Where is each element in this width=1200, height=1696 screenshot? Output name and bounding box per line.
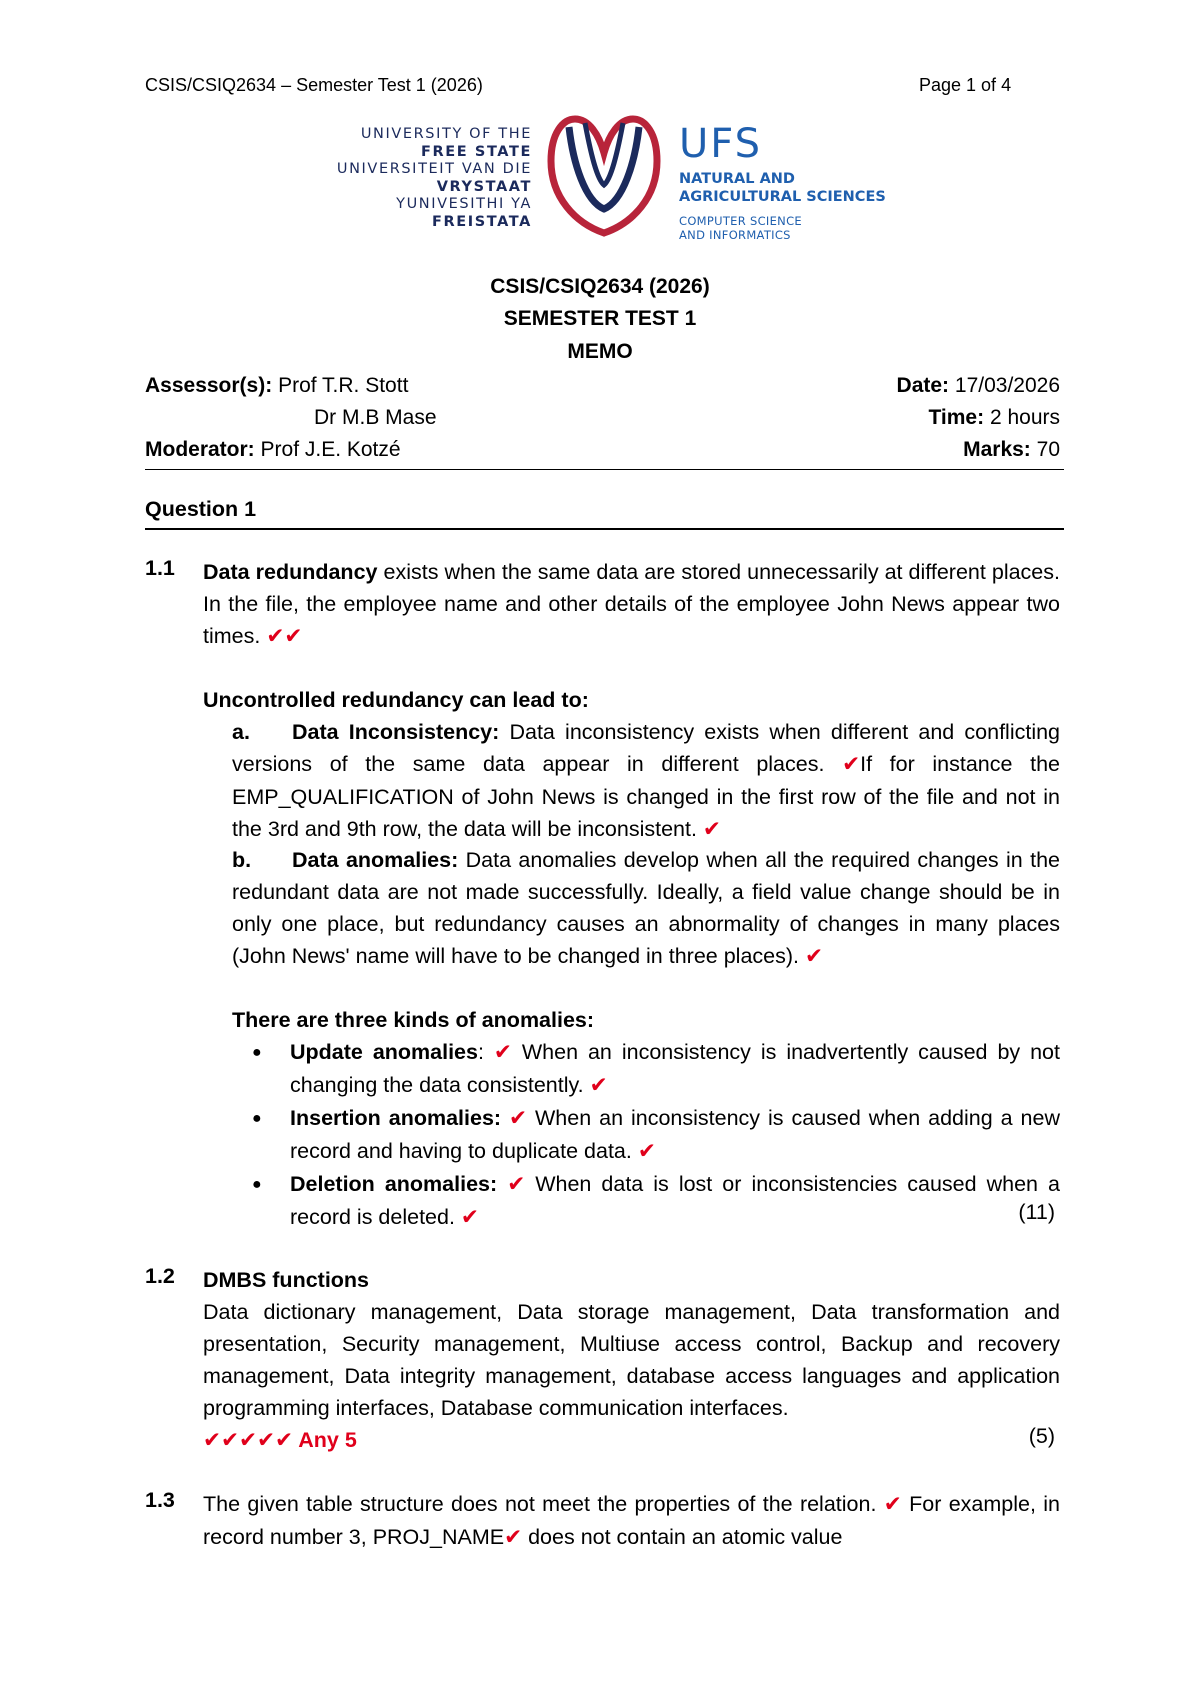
check-mark: ✔ bbox=[507, 1172, 526, 1197]
faculty-line: AGRICULTURAL SCIENCES bbox=[679, 189, 886, 205]
any-five-note: Any 5 bbox=[293, 1428, 357, 1452]
answer-text: For example, in record number 3, PROJ_NAME bbox=[203, 1492, 1060, 1549]
term: Data anomalies: bbox=[292, 848, 459, 872]
university-name-block bbox=[316, 126, 532, 231]
date-label: Date: bbox=[896, 374, 950, 397]
marks-allocation: (5) bbox=[1028, 1424, 1055, 1448]
answer-text: does not contain an atomic value bbox=[522, 1525, 843, 1549]
check-mark: ✔ bbox=[493, 1040, 512, 1065]
assessors-label: Assessor(s): bbox=[145, 374, 273, 397]
bullet-icon: ● bbox=[252, 1044, 262, 1061]
ufs-abbreviation: UFS bbox=[679, 121, 762, 167]
item-a bbox=[232, 716, 1060, 846]
logo-line: UNIVERSITY OF THE bbox=[360, 126, 532, 142]
logo-line: FREISTATA bbox=[431, 213, 532, 230]
answer-text: exists when the same data are stored unnecessarily at different places. In the file, the employee name and other details of the employee John News appear two times. bbox=[203, 560, 1060, 648]
item-text: If for instance the EMP_QUALIFICATION of John News is changed in the first row of the file and not in the 3rd and 9th row, the data will be inconsistent. bbox=[232, 752, 1060, 841]
term: Insertion anomalies: bbox=[290, 1106, 502, 1130]
check-mark: ✔ bbox=[589, 1073, 608, 1098]
check-mark: ✔ bbox=[504, 1525, 523, 1550]
department-line: COMPUTER SCIENCE bbox=[679, 214, 802, 228]
date-value: 17/03/2026 bbox=[954, 374, 1060, 397]
separator: : bbox=[477, 1040, 494, 1064]
memo-title: MEMO bbox=[567, 340, 633, 363]
any-five-line bbox=[203, 1424, 357, 1457]
term: Data Inconsistency: bbox=[292, 720, 500, 744]
check-mark: ✔ bbox=[702, 817, 721, 842]
check-marks: ✔✔✔✔✔ bbox=[203, 1428, 294, 1453]
question-number: 1.3 bbox=[145, 1488, 175, 1512]
logo-line: YUNIVESITHI YA bbox=[396, 196, 532, 212]
marks-label: Marks: bbox=[963, 438, 1031, 461]
uncontrolled-heading: Uncontrolled redundancy can lead to: bbox=[203, 688, 589, 712]
item-text: When data is lost or inconsistencies caused when a record is deleted. bbox=[290, 1172, 1060, 1229]
ufs-heart-logo-icon bbox=[545, 113, 663, 241]
course-code-title: CSIS/CSIQ2634 (2026) bbox=[490, 275, 710, 298]
logo-line: UNIVERSITEIT VAN DIE bbox=[336, 161, 532, 177]
moderator-name: Prof J.E. Kotzé bbox=[260, 438, 401, 461]
item-text: When an inconsistency is caused when adding a new record and having to duplicate data. bbox=[290, 1106, 1060, 1163]
logo-line: FREE STATE bbox=[420, 143, 532, 160]
check-mark: ✔ bbox=[804, 944, 823, 969]
logo-line: VRYSTAAT bbox=[436, 178, 532, 195]
check-mark: ✔ bbox=[637, 1139, 656, 1164]
assessor-2: Dr M.B Mase bbox=[314, 406, 437, 429]
date-line bbox=[897, 370, 1060, 402]
bullet-icon: ● bbox=[252, 1176, 262, 1193]
check-mark: ✔ bbox=[460, 1205, 479, 1230]
answer-1-3 bbox=[203, 1488, 1060, 1554]
anomalies-heading: There are three kinds of anomalies: bbox=[232, 1008, 595, 1032]
time-label: Time: bbox=[928, 406, 985, 429]
department-name bbox=[679, 214, 802, 242]
question-number: 1.2 bbox=[145, 1264, 175, 1288]
check-mark: ✔ bbox=[842, 752, 861, 777]
check-marks: ✔✔ bbox=[266, 624, 303, 649]
answer-text: The given table structure does not meet the properties of the relation. bbox=[203, 1492, 884, 1516]
item-label: a. bbox=[232, 720, 250, 744]
separator bbox=[497, 1172, 507, 1196]
test-title: SEMESTER TEST 1 bbox=[503, 307, 697, 330]
list-item bbox=[290, 1168, 1060, 1234]
time-line bbox=[928, 402, 1060, 434]
list-item bbox=[290, 1036, 1060, 1102]
item-label: b. bbox=[232, 848, 252, 872]
time-value: 2 hours bbox=[989, 406, 1060, 429]
marks-allocation: (11) bbox=[1018, 1200, 1055, 1224]
separator bbox=[501, 1106, 509, 1130]
moderator-line bbox=[145, 434, 401, 466]
item-text: Data anomalies develop when all the required changes in the redundant data are not made successfully. Ideally, a field value change should be in only one place, but redundancy causes an abnormality of changes in many places (John News' name will have to be changed in three places). bbox=[232, 848, 1060, 968]
question-divider bbox=[145, 528, 1064, 530]
section-heading: DMBS functions bbox=[203, 1268, 370, 1292]
term: Update anomalies bbox=[290, 1040, 478, 1064]
term: Deletion anomalies: bbox=[290, 1172, 498, 1196]
page-number: Page 1 of 4 bbox=[919, 75, 1012, 95]
faculty-name bbox=[679, 170, 886, 206]
bullet-icon: ● bbox=[252, 1110, 262, 1127]
department-line: AND INFORMATICS bbox=[679, 228, 791, 242]
assessor-1: Prof T.R. Stott bbox=[278, 374, 409, 397]
check-mark: ✔ bbox=[509, 1106, 528, 1131]
marks-line bbox=[963, 434, 1060, 466]
faculty-line: NATURAL AND bbox=[679, 171, 795, 187]
list-item bbox=[290, 1102, 1060, 1168]
question-heading: Question 1 bbox=[145, 497, 257, 521]
running-header: CSIS/CSIQ2634 – Semester Test 1 (2026) bbox=[145, 75, 483, 95]
answer-1-1 bbox=[203, 556, 1060, 653]
item-text: Data inconsistency exists when different and conflicting versions of the same data appear in different places. bbox=[232, 720, 1061, 776]
term: Data redundancy bbox=[203, 560, 378, 584]
check-mark: ✔ bbox=[883, 1492, 902, 1517]
divider bbox=[145, 469, 1064, 470]
question-number: 1.1 bbox=[145, 556, 175, 580]
assessors-line bbox=[145, 370, 408, 402]
marks-value: 70 bbox=[1036, 438, 1060, 461]
moderator-label: Moderator: bbox=[145, 438, 255, 461]
item-b bbox=[232, 844, 1060, 973]
answer-1-2: Data dictionary management, Data storage management, Data transformation and presentation, Security management, Multiuse access control, Backup and recovery management, Data integrity management, database access languages and application programming interfaces, Database communication interfaces. bbox=[203, 1300, 1060, 1420]
item-text: When an inconsistency is inadvertently caused by not changing the data consistently. bbox=[290, 1040, 1060, 1097]
